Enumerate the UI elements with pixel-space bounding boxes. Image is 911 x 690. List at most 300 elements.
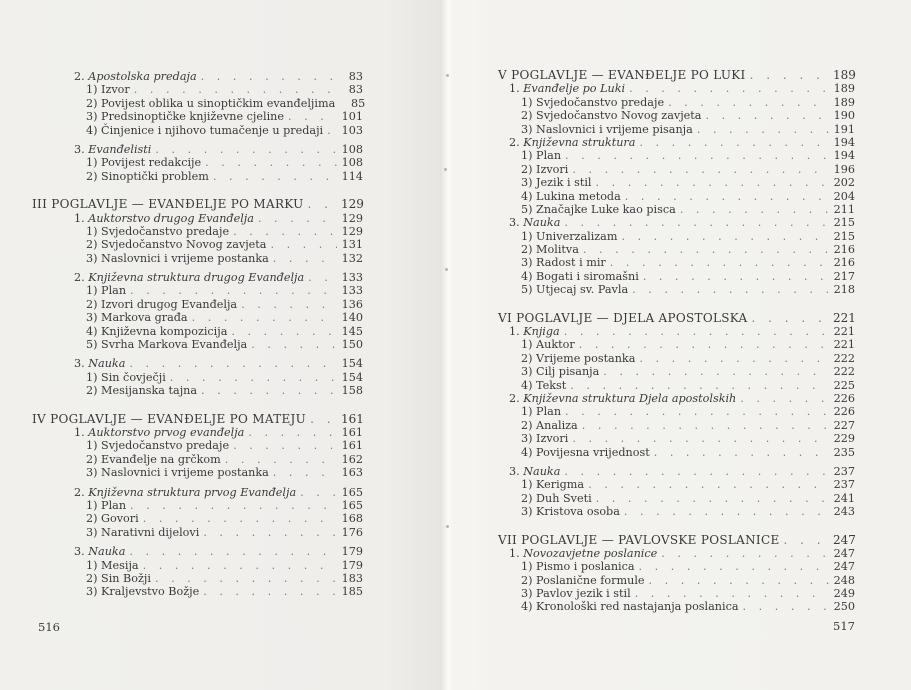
toc-entry-numbering: 1) [86, 439, 98, 453]
toc-entry-page-number: 161 [341, 439, 363, 453]
toc-entry-label: Nauka [523, 216, 561, 230]
toc-entry-page-number: 136 [341, 297, 363, 311]
dot-leader [596, 492, 829, 505]
toc-entry-title [498, 325, 560, 338]
toc-entry-page-number: 241 [833, 491, 855, 505]
toc-entry-page-number: 226 [833, 405, 855, 419]
toc-entry-label: Poslanične formule [536, 573, 645, 587]
toc-entry-page-number: 161 [341, 425, 363, 439]
dot-leader [273, 252, 337, 265]
dot-leader [582, 419, 829, 432]
toc-entry-title [63, 338, 247, 351]
toc-entry-label: Povijest oblika u sinoptičkim evanđeljima [101, 96, 336, 110]
binding-thread-mark [446, 74, 449, 77]
toc-entry-page-number: 250 [833, 600, 855, 614]
toc-entry-title [498, 492, 592, 505]
toc-entry-label: Analiza [536, 418, 578, 432]
toc-entry-numbering: 3) [86, 311, 98, 325]
toc-entry-title [498, 190, 621, 203]
toc-entry-page-number: 191 [833, 122, 855, 136]
toc-entry-page-number: 221 [833, 338, 855, 352]
toc-entry-label: Molitva [536, 243, 579, 257]
toc-entry-title [498, 270, 639, 283]
toc-item-entry [498, 338, 855, 351]
toc-entry-numbering: 3) [521, 587, 533, 601]
toc-entry-label: Predsinoptičke književne cjeline [101, 110, 285, 124]
toc-item-entry [498, 446, 855, 459]
toc-entry-page-number: 163 [341, 466, 363, 480]
toc-entry-numbering: 3. [74, 142, 85, 156]
toc-entry-numbering: 3) [86, 525, 98, 539]
toc-entry-page-number: 129 [341, 197, 364, 212]
dot-leader [649, 574, 829, 587]
toc-entry-title [63, 212, 254, 225]
toc-entry-title [498, 82, 625, 95]
toc-entry-page-number: 247 [833, 546, 855, 560]
toc-item-entry [498, 176, 855, 189]
toc-entry-numbering: 2) [86, 169, 98, 183]
toc-entry-page-number: 101 [341, 110, 363, 124]
toc-entry-label: Naslovnici i vrijeme postanka [101, 251, 269, 265]
dot-leader [635, 587, 829, 600]
toc-entry-numbering: 3) [521, 505, 533, 519]
toc-entry-page-number: 249 [833, 587, 855, 601]
toc-entry-title [63, 252, 269, 265]
toc-entry-label: Plan [536, 149, 562, 163]
toc-entry-numbering: 2) [521, 491, 533, 505]
toc-item-entry [63, 96, 366, 110]
toc-entry-numbering: 4) [521, 378, 533, 392]
dot-leader [203, 585, 337, 598]
toc-entry-label: Tekst [536, 378, 567, 392]
dot-leader [308, 271, 337, 284]
toc-entry-page-number: 216 [833, 243, 855, 257]
toc-entry-numbering: 1. [509, 82, 520, 96]
dot-leader [629, 82, 829, 95]
toc-entry-page-number: 237 [833, 478, 855, 492]
toc-entry-label: Književna kompozicija [101, 324, 228, 338]
toc-entry-numbering: 1. [509, 546, 520, 560]
toc-section-entry [63, 545, 363, 558]
toc-entry-page-number: 221 [833, 325, 855, 339]
toc-entry-page-number: 211 [833, 202, 855, 216]
toc-entry-page-number: 83 [348, 70, 363, 83]
toc-entry-title [498, 338, 575, 351]
dot-leader [564, 216, 829, 229]
toc-entry-numbering: 1) [521, 478, 533, 492]
toc-entry-label: Povijesna vrijednost [536, 445, 650, 459]
toc-item-entry [63, 466, 363, 479]
toc-entry-page-number: 168 [341, 512, 363, 526]
toc-entry-page-number: 189 [833, 95, 855, 109]
toc-entry-label: Kristova osoba [536, 505, 620, 519]
toc-entry-title [498, 256, 606, 269]
toc-entry-title [63, 284, 126, 297]
toc-entry-label: Značajke Luke kao pisca [536, 202, 676, 216]
toc-entry-page-number: 202 [833, 176, 855, 190]
toc-item-entry [63, 572, 363, 585]
toc-entry-numbering: 1. [74, 211, 85, 225]
toc-entry-label: Sin čovječji [101, 370, 166, 384]
toc-entry-page-number: 248 [833, 573, 855, 587]
toc-item-entry [63, 585, 363, 598]
toc-entry-page-number: 217 [833, 269, 855, 283]
toc-entry-title [498, 534, 780, 547]
toc-item-entry [498, 405, 855, 418]
dot-leader [572, 163, 829, 176]
toc-entry-label: Svjedočanstvo predaje [536, 95, 665, 109]
toc-entry-numbering: 2) [86, 96, 98, 110]
toc-chapter-entry [32, 197, 364, 212]
toc-entry-page-number: 189 [833, 68, 856, 82]
binding-thread-mark [445, 268, 448, 271]
toc-entry-numbering: 3) [86, 585, 98, 599]
dot-leader [233, 225, 337, 238]
toc-entry-label: IV POGLAVLJE — EVANĐELJE PO MATEJU [32, 411, 307, 426]
toc-item-entry [63, 512, 363, 525]
toc-item-entry [63, 439, 363, 452]
dot-leader [273, 466, 337, 479]
toc-entry-label: Nauka [88, 545, 126, 559]
toc-entry-page-number: 158 [341, 384, 363, 398]
toc-entry-label: Evanđelje po Luki [523, 82, 626, 96]
dot-leader [225, 453, 337, 466]
toc-item-entry [498, 163, 855, 176]
toc-entry-title [63, 110, 284, 123]
toc-entry-label: Pismo i poslanica [536, 560, 635, 574]
toc-entry-page-number: 179 [341, 545, 363, 559]
toc-entry-numbering: 3) [86, 110, 98, 124]
toc-item-entry [63, 384, 363, 397]
toc-entry-numbering: 1) [86, 558, 98, 572]
dot-leader [134, 83, 337, 96]
toc-entry-label: Književna struktura [523, 135, 636, 149]
book-gutter [440, 0, 454, 690]
toc-entry-numbering: 3) [521, 432, 533, 446]
toc-item-entry [498, 600, 855, 613]
page-number-left: 516 [38, 620, 60, 634]
dot-leader [248, 426, 337, 439]
toc-entry-numbering: 2) [86, 452, 98, 466]
toc-entry-label: Svjedočanstvo predaje [101, 439, 230, 453]
toc-item-entry [498, 109, 855, 122]
toc-entry-title [63, 512, 139, 525]
dot-leader [130, 499, 337, 512]
dot-leader [129, 545, 337, 558]
toc-entry-numbering: 3) [521, 122, 533, 136]
toc-entry-numbering: 2) [86, 384, 98, 398]
toc-entry-numbering: 4) [86, 123, 98, 137]
toc-entry-page-number: 221 [833, 310, 856, 325]
toc-entry-title [498, 230, 617, 243]
toc-item-entry [63, 225, 363, 238]
dot-leader [327, 124, 337, 137]
toc-entry-numbering: 1) [86, 83, 98, 97]
toc-entry-title [498, 432, 568, 445]
toc-entry-title [498, 203, 676, 216]
dot-leader [231, 325, 337, 338]
toc-entry-page-number: 150 [341, 338, 363, 352]
toc-entry-title [63, 298, 237, 311]
toc-entry-numbering: 2) [86, 512, 98, 526]
toc-section-entry [63, 70, 363, 83]
toc-entry-page-number: 85 [351, 96, 366, 110]
toc-entry-numbering: 2. [74, 70, 85, 83]
toc-item-entry [63, 170, 363, 183]
toc-entry-label: Plan [101, 498, 127, 512]
dot-leader [752, 312, 829, 325]
toc-entry-numbering: 2) [521, 243, 533, 257]
toc-entry-numbering: 3) [521, 256, 533, 270]
toc-entry-numbering: 2) [521, 162, 533, 176]
toc-entry-title [498, 176, 592, 189]
toc-entry-numbering: 4) [86, 324, 98, 338]
dot-leader [564, 465, 829, 478]
toc-entry-label: Književna struktura drugog Evanđelja [88, 271, 305, 285]
toc-entry-label: Mesijanska tajna [101, 384, 198, 398]
dot-leader [572, 432, 829, 445]
toc-entry-label: Sin Božji [101, 571, 151, 585]
toc-entry-page-number: 189 [833, 82, 855, 96]
dot-leader [661, 547, 829, 560]
toc-chapter-entry [498, 312, 855, 325]
toc-entry-label: Pavlov jezik i stil [536, 587, 631, 601]
toc-entry-title [63, 238, 266, 251]
toc-entry-title [63, 526, 199, 539]
dot-leader [130, 284, 337, 297]
toc-entry-page-number: 183 [341, 571, 363, 585]
toc-entry-title [498, 352, 635, 365]
dot-leader [129, 357, 337, 370]
toc-item-entry [498, 123, 855, 136]
toc-entry-numbering: 3) [86, 466, 98, 480]
toc-entry-numbering: 1) [86, 284, 98, 298]
toc-entry-title [498, 478, 584, 491]
toc-item-entry [498, 505, 855, 518]
toc-entry-title [63, 572, 151, 585]
toc-entry-title [498, 392, 736, 405]
toc-entry-numbering: 3. [74, 545, 85, 559]
toc-entry-numbering: 5) [521, 202, 533, 216]
toc-entry-numbering: 1) [521, 405, 533, 419]
toc-entry-title [63, 156, 201, 169]
toc-chapter-entry [32, 411, 364, 426]
toc-entry-title [63, 486, 296, 499]
toc-entry-page-number: 145 [341, 324, 363, 338]
toc-entry-numbering: 2) [86, 238, 98, 252]
toc-item-entry [63, 124, 363, 137]
toc-entry-label: Svjedočanstvo Novog zavjeta [101, 238, 267, 252]
toc-entry-title [498, 365, 599, 378]
toc-item-entry [63, 371, 363, 384]
toc-section-entry [63, 271, 363, 284]
toc-entry-label: Narativni dijelovi [101, 525, 200, 539]
toc-entry-title [498, 547, 657, 560]
toc-entry-title [498, 312, 748, 325]
toc-entry-label: Bogati i siromašni [536, 269, 639, 283]
dot-leader [621, 230, 829, 243]
toc-entry-page-number: 132 [341, 251, 363, 265]
toc-entry-page-number: 165 [341, 485, 363, 499]
toc-entry-label: Auktorstvo drugog Evanđelja [88, 211, 254, 225]
toc-entry-numbering: 2. [509, 391, 520, 405]
toc-spacer [498, 297, 855, 312]
toc-chapter-entry [498, 534, 855, 547]
toc-entry-numbering: 1) [521, 95, 533, 109]
toc-entry-title [498, 96, 664, 109]
toc-entry-title [498, 587, 631, 600]
toc-item-entry [498, 283, 855, 296]
dot-leader [233, 439, 337, 452]
toc-entry-title [63, 170, 209, 183]
toc-entry-title [63, 499, 126, 512]
toc-spacer [498, 519, 855, 534]
toc-entry-title [498, 283, 628, 296]
toc-item-entry [498, 352, 855, 365]
toc-entry-label: VI POGLAVLJE — DJELA APOSTOLSKA [498, 310, 748, 325]
toc-item-entry [63, 325, 363, 338]
toc-entry-page-number: 185 [341, 585, 363, 599]
toc-entry-title [63, 311, 188, 324]
toc-entry-title [63, 439, 229, 452]
toc-entry-title [63, 124, 323, 137]
toc-entry-label: Izvori [536, 432, 569, 446]
toc-entry-page-number: 162 [341, 452, 363, 466]
toc-entry-label: Nauka [523, 464, 561, 478]
toc-entry-title [63, 426, 244, 439]
toc-entry-label: VII POGLAVLJE — PAVLOVSKE POSLANICE [498, 532, 780, 547]
toc-entry-numbering: 2) [521, 109, 533, 123]
toc-entry-title [498, 574, 645, 587]
toc-entry-page-number: 227 [833, 418, 855, 432]
toc-entry-page-number: 247 [833, 560, 855, 574]
toc-entry-page-number: 215 [833, 216, 855, 230]
toc-section-entry [498, 216, 855, 229]
dot-leader [564, 325, 829, 338]
toc-entry-page-number: 165 [341, 498, 363, 512]
toc-entry-numbering: 4) [521, 189, 533, 203]
toc-entry-numbering: 2. [74, 271, 85, 285]
dot-leader [743, 600, 829, 613]
toc-item-entry [498, 379, 855, 392]
toc-entry-title [498, 405, 561, 418]
toc-entry-title [63, 143, 151, 156]
toc-entry-page-number: 108 [341, 156, 363, 170]
table-of-contents-right [498, 69, 855, 614]
toc-entry-numbering: 3. [509, 464, 520, 478]
toc-entry-page-number: 140 [341, 311, 363, 325]
toc-entry-title [498, 243, 579, 256]
toc-entry-label: Svrha Markova Evanđelja [101, 338, 248, 352]
toc-entry-page-number: 216 [833, 256, 855, 270]
toc-entry-label: Evanđelisti [88, 142, 152, 156]
dot-leader [155, 143, 337, 156]
toc-entry-title [498, 69, 746, 82]
toc-entry-label: Povijest redakcije [101, 156, 202, 170]
toc-entry-page-number: 229 [833, 432, 855, 446]
toc-entry-numbering: 2) [86, 297, 98, 311]
dot-leader [155, 572, 337, 585]
toc-chapter-entry [498, 69, 855, 82]
toc-entry-title [498, 216, 560, 229]
dot-leader [258, 212, 337, 225]
toc-entry-label: Svjedočanstvo predaje [101, 224, 230, 238]
toc-entry-numbering: 4) [521, 269, 533, 283]
toc-item-entry [498, 492, 855, 505]
toc-entry-title [63, 559, 139, 572]
toc-item-entry [63, 238, 363, 251]
toc-entry-numbering: 1) [521, 149, 533, 163]
toc-entry-label: Plan [536, 405, 562, 419]
dot-leader [579, 338, 829, 351]
toc-entry-label: Nauka [88, 357, 126, 371]
toc-entry-numbering: 1) [521, 560, 533, 574]
toc-entry-numbering: 2. [74, 485, 85, 499]
toc-entry-title [498, 379, 566, 392]
dot-leader [583, 243, 829, 256]
toc-item-entry [63, 499, 363, 512]
dot-leader [143, 512, 337, 525]
toc-section-entry [63, 212, 363, 225]
toc-item-entry [498, 365, 855, 378]
dot-leader [201, 70, 337, 83]
toc-entry-page-number: 129 [341, 224, 363, 238]
toc-entry-numbering: 3) [521, 365, 533, 379]
toc-entry-label: V POGLAVLJE — EVANĐELJE PO LUKI [498, 68, 746, 82]
toc-entry-page-number: 247 [833, 532, 856, 547]
toc-entry-title [63, 371, 166, 384]
toc-entry-label: Izvori [536, 162, 569, 176]
toc-entry-page-number: 237 [833, 464, 855, 478]
toc-entry-page-number: 218 [833, 283, 855, 297]
toc-entry-numbering: 2. [509, 135, 520, 149]
dot-leader [300, 486, 337, 499]
toc-entry-page-number: 108 [341, 142, 363, 156]
toc-item-entry [63, 156, 363, 169]
toc-entry-label: Kerigma [536, 478, 585, 492]
dot-leader [205, 156, 337, 169]
toc-entry-numbering: 1. [509, 325, 520, 339]
toc-entry-title [63, 545, 125, 558]
toc-item-entry [498, 203, 855, 216]
toc-item-entry [498, 270, 855, 283]
toc-entry-title [498, 560, 635, 573]
toc-entry-page-number: 83 [348, 83, 363, 97]
toc-entry-label: Književna struktura prvog Evanđelja [88, 485, 297, 499]
dot-leader [625, 190, 829, 203]
toc-entry-numbering: 1. [74, 425, 85, 439]
toc-item-entry [498, 432, 855, 445]
toc-entry-title [63, 357, 125, 370]
toc-entry-page-number: 194 [833, 135, 855, 149]
toc-entry-label: Svjedočanstvo Novog zavjeta [536, 109, 702, 123]
toc-entry-title [498, 446, 650, 459]
toc-entry-numbering: 4) [521, 600, 533, 614]
toc-entry-page-number: 129 [341, 211, 363, 225]
dot-leader [308, 198, 337, 211]
toc-entry-numbering: 1) [86, 224, 98, 238]
dot-leader [565, 149, 829, 162]
toc-entry-page-number: 194 [833, 149, 855, 163]
toc-entry-page-number: 133 [341, 271, 363, 285]
toc-entry-label: Utjecaj sv. Pavla [536, 283, 629, 297]
toc-entry-label: Auktorstvo prvog evanđelja [88, 425, 245, 439]
toc-entry-label: Izvori drugog Evanđelja [101, 297, 238, 311]
toc-entry-numbering: 1) [521, 229, 533, 243]
toc-item-entry [498, 574, 855, 587]
toc-entry-label: Vrijeme postanka [536, 351, 636, 365]
dot-leader [610, 256, 829, 269]
